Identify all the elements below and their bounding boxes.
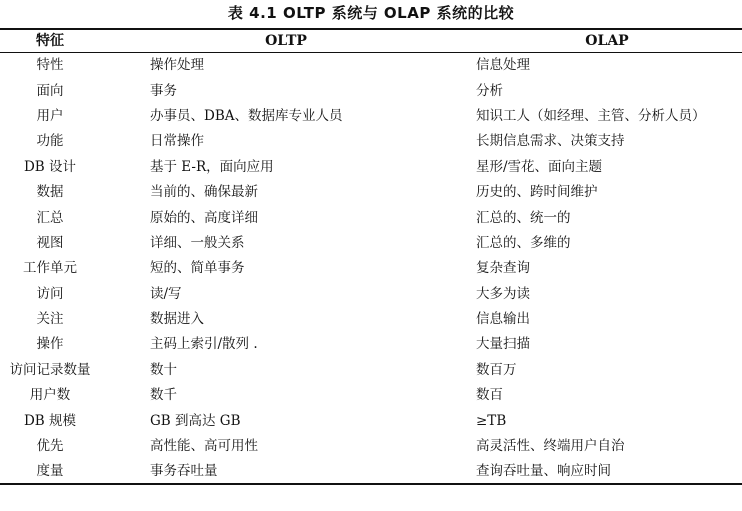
- oltp-cell: 详细、一般关系: [150, 234, 245, 251]
- olap-cell: 知识工人（如经理、主管、分析人员）: [476, 107, 706, 124]
- feature-cell: DB 设计: [23, 158, 77, 175]
- feature-cell: 数据: [36, 184, 64, 201]
- oltp-cell: 原始的、高度详细: [150, 209, 258, 226]
- column-header-feature: 特征: [36, 33, 64, 49]
- column-header-oltp: OLTP: [265, 33, 307, 49]
- feature-cell: 关注: [36, 311, 64, 328]
- oltp-cell: 数千: [150, 387, 177, 404]
- oltp-cell: 主码上索引/散列 .: [150, 336, 258, 353]
- olap-cell: 大量扫描: [476, 336, 530, 353]
- oltp-cell: 数据进入: [150, 311, 204, 328]
- oltp-cell: 办事员、DBA、数据库专业人员: [150, 107, 343, 124]
- olap-cell: 汇总的、统一的: [476, 209, 571, 226]
- olap-cell: 信息输出: [476, 311, 530, 328]
- olap-cell: 分析: [476, 82, 503, 99]
- oltp-cell: 读/写: [150, 285, 182, 302]
- feature-cell: 视图: [36, 234, 64, 251]
- feature-cell: 用户: [36, 107, 64, 124]
- table-caption: 表 4.1 OLTP 系统与 OLAP 系统的比较: [227, 4, 515, 22]
- feature-cell: 汇总: [36, 209, 64, 226]
- table-row: [0, 281, 742, 306]
- table-row: [0, 230, 742, 255]
- table-row: [0, 205, 742, 230]
- feature-cell: 优先: [36, 438, 64, 455]
- table-row: [0, 383, 742, 408]
- olap-cell: ≥TB: [476, 412, 507, 429]
- oltp-cell: 数十: [150, 361, 177, 378]
- olap-cell: 历史的、跨时间维护: [476, 184, 598, 201]
- olap-cell: 汇总的、多维的: [476, 234, 571, 251]
- feature-cell: 度量: [36, 462, 64, 479]
- oltp-cell: 事务吞吐量: [150, 462, 218, 479]
- table-row: [0, 103, 742, 128]
- feature-cell: 面向: [36, 82, 64, 99]
- oltp-cell: 事务: [150, 82, 177, 99]
- feature-cell: 操作: [36, 336, 64, 353]
- olap-cell: 星形/雪花、面向主题: [476, 158, 603, 175]
- oltp-cell: 操作处理: [150, 57, 204, 74]
- table-row: [0, 53, 742, 78]
- table-row: [0, 256, 742, 281]
- comparison-table: [0, 28, 742, 485]
- olap-cell: 大多为读: [476, 285, 530, 302]
- olap-cell: 长期信息需求、决策支持: [476, 133, 625, 150]
- oltp-cell: 当前的、确保最新: [150, 184, 258, 201]
- feature-cell: 用户数: [29, 387, 71, 404]
- table-row: [0, 357, 742, 382]
- olap-cell: 数百: [476, 387, 503, 404]
- table-row: [0, 408, 742, 433]
- feature-cell: 功能: [36, 133, 64, 150]
- oltp-cell: 高性能、高可用性: [150, 438, 258, 455]
- olap-cell: 复杂查询: [476, 260, 530, 277]
- feature-cell: 工作单元: [23, 260, 77, 277]
- oltp-cell: 基于 E-R，面向应用: [150, 158, 274, 175]
- table-row: [0, 78, 742, 103]
- table-header-row: [0, 29, 742, 53]
- feature-cell: 访问记录数量: [9, 361, 91, 378]
- oltp-cell: 日常操作: [150, 133, 204, 150]
- olap-cell: 数百万: [476, 361, 517, 378]
- oltp-cell: 短的、简单事务: [150, 260, 245, 277]
- table-row: [0, 306, 742, 331]
- table-row: [0, 129, 742, 154]
- olap-cell: 信息处理: [476, 57, 530, 74]
- column-header-olap: OLAP: [585, 33, 629, 49]
- table-row: [0, 332, 742, 357]
- feature-cell: 特性: [36, 57, 64, 74]
- feature-cell: 访问: [36, 285, 64, 302]
- olap-cell: 高灵活性、终端用户自治: [476, 438, 625, 455]
- table-row: [0, 433, 742, 458]
- oltp-cell: GB 到高达 GB: [150, 412, 241, 429]
- table-row: [0, 459, 742, 484]
- table-row: [0, 154, 742, 179]
- olap-cell: 查询吞吐量、响应时间: [476, 462, 611, 479]
- table-row: [0, 179, 742, 204]
- feature-cell: DB 规模: [23, 412, 77, 429]
